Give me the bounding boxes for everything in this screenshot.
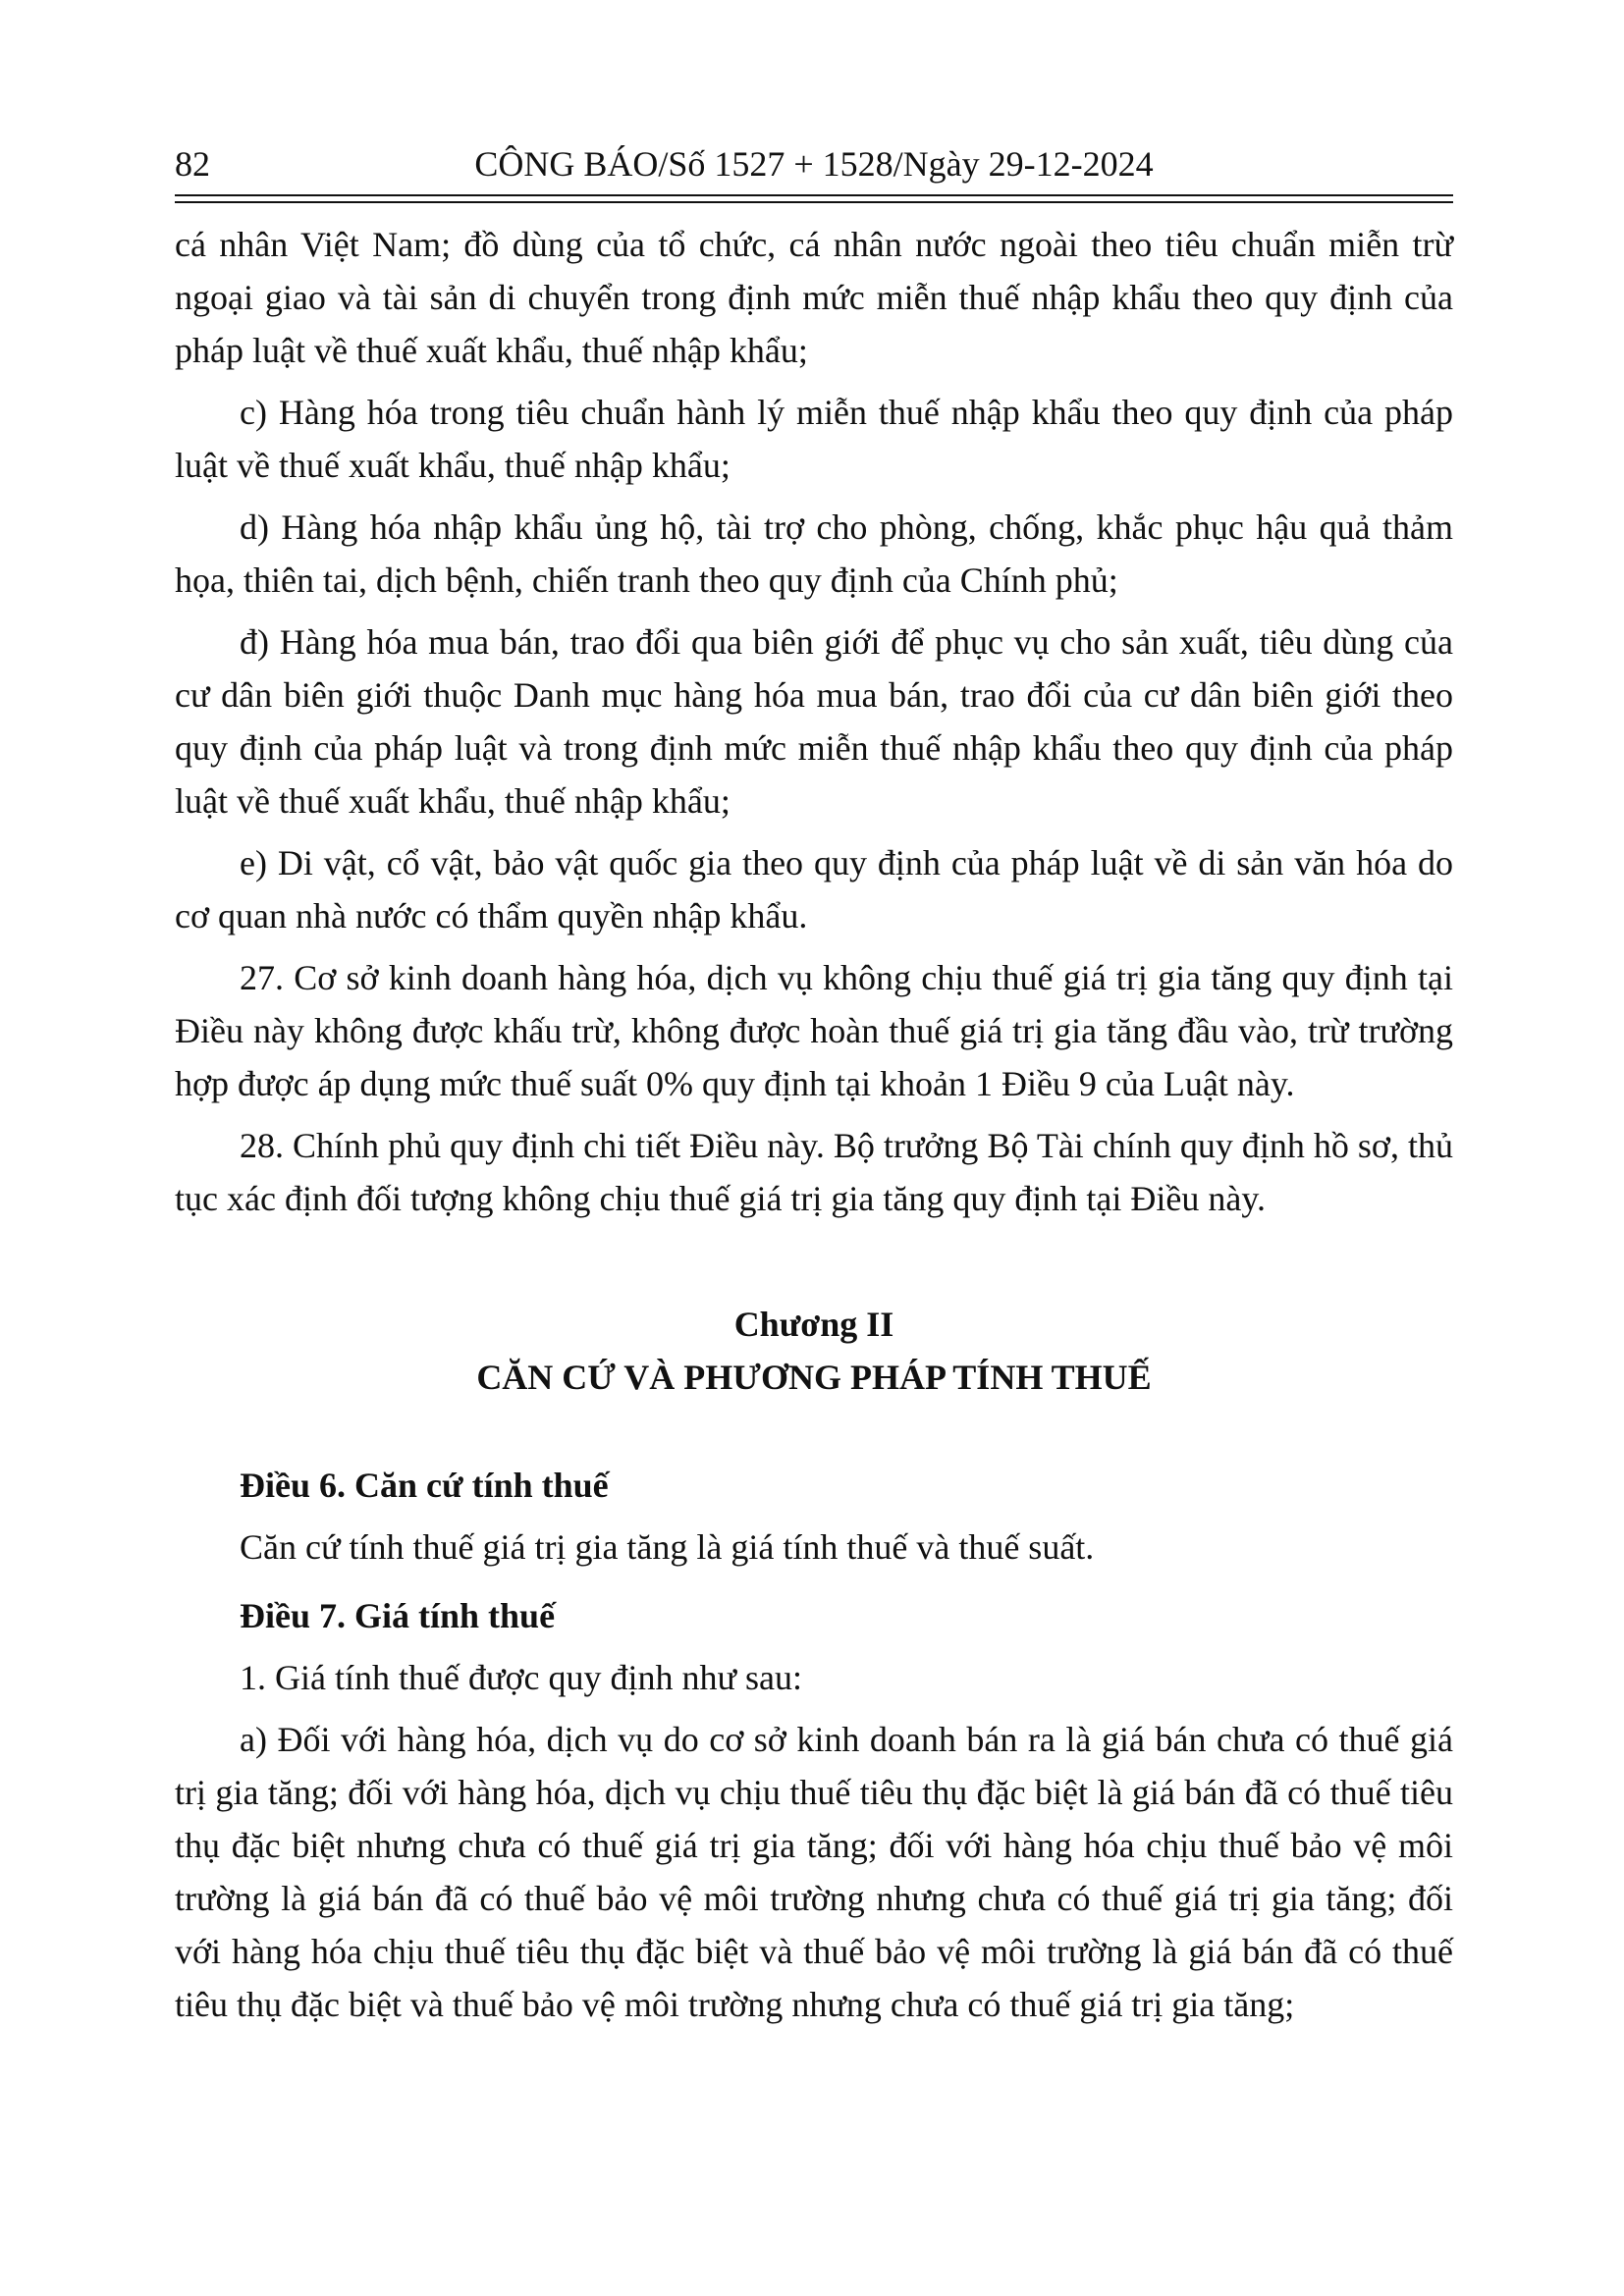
chapter-title: CĂN CỨ VÀ PHƯƠNG PHÁP TÍNH THUẾ <box>476 1358 1152 1397</box>
article-7-point-a: a) Đối với hàng hóa, dịch vụ do cơ sở kinh doanh bán ra là giá bán chưa có thuế giá trị gia tăng; đối với hàng hóa, dịch vụ chịu thuế tiêu thụ đặc biệt là giá bán đã có thuế tiêu thụ đặc biệt nhưng chưa có thuế giá trị gia tăng; đối với hàng hóa chịu thuế bảo vệ môi trường là giá bán đã có thuế bảo vệ môi trường nhưng chưa có thuế giá trị gia tăng; đối với hàng hóa chịu thuế tiêu thụ đặc biệt và thuế bảo vệ môi trường là giá bán đã có thuế tiêu thụ đặc biệt và thuế bảo vệ môi trường nhưng chưa có thuế giá trị gia tăng; <box>175 1720 1453 2024</box>
point-dd: đ) Hàng hóa mua bán, trao đổi qua biên giới để phục vụ cho sản xuất, tiêu dùng của cư dân biên giới thuộc Danh mục hàng hóa mua bán, trao đổi của cư dân biên giới theo quy định của pháp luật và trong định mức miễn thuế nhập khẩu theo quy định của pháp luật về thuế xuất khẩu, thuế nhập khẩu; <box>175 622 1453 821</box>
article-7-heading: Điều 7. Giá tính thuế <box>240 1596 556 1635</box>
chapter-heading <box>175 1298 1453 1404</box>
clause-27: 27. Cơ sở kinh doanh hàng hóa, dịch vụ không chịu thuế giá trị gia tăng quy định tại Điều này không được khấu trừ, không được hoàn thuế giá trị gia tăng đầu vào, trừ trường hợp được áp dụng mức thuế suất 0% quy định tại khoản 1 Điều 9 của Luật này. <box>175 958 1453 1103</box>
point-d: d) Hàng hóa nhập khẩu ủng hộ, tài trợ cho phòng, chống, khắc phục hậu quả thảm họa, thiên tai, dịch bệnh, chiến tranh theo quy định của Chính phủ; <box>175 507 1453 600</box>
gazette-title: CÔNG BÁO/Số 1527 + 1528/Ngày 29-12-2024 <box>474 144 1154 184</box>
point-c: c) Hàng hóa trong tiêu chuẩn hành lý miễn thuế nhập khẩu theo quy định của pháp luật về thuế xuất khẩu, thuế nhập khẩu; <box>175 393 1453 485</box>
continued-paragraph: cá nhân Việt Nam; đồ dùng của tổ chức, cá nhân nước ngoài theo tiêu chuẩn miễn trừ ngoại giao và tài sản di chuyển trong định mức miễn thuế nhập khẩu theo quy định của pháp luật về thuế xuất khẩu, thuế nhập khẩu; <box>175 225 1453 370</box>
page-header <box>175 133 1453 192</box>
article-6-heading: Điều 6. Căn cứ tính thuế <box>240 1466 609 1505</box>
header-rule-bottom <box>175 201 1453 203</box>
point-e: e) Di vật, cổ vật, bảo vật quốc gia theo quy định của pháp luật về di sản văn hóa do cơ quan nhà nước có thẩm quyền nhập khẩu. <box>175 843 1453 935</box>
chapter-label: Chương II <box>733 1305 894 1344</box>
page-number: 82 <box>175 144 210 184</box>
header-rule-top <box>175 194 1453 196</box>
clause-28: 28. Chính phủ quy định chi tiết Điều này. Bộ trưởng Bộ Tài chính quy định hồ sơ, thủ tục xác định đối tượng không chịu thuế giá trị gia tăng quy định tại Điều này. <box>175 1126 1453 1218</box>
article-6-text: Căn cứ tính thuế giá trị gia tăng là giá tính thuế và thuế suất. <box>240 1527 1095 1567</box>
document-body <box>175 218 1453 2031</box>
article-7-clause-1: 1. Giá tính thuế được quy định như sau: <box>240 1658 802 1697</box>
